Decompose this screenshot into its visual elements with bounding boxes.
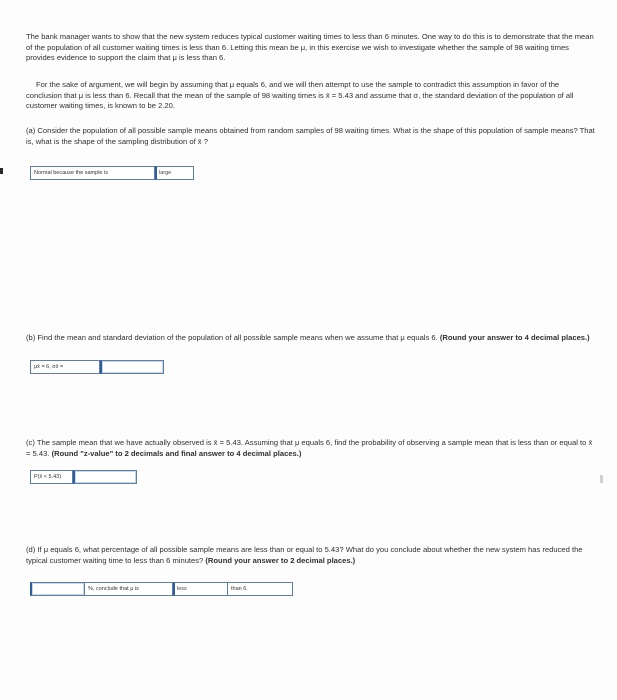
intro-paragraph: The bank manager wants to show that the new system reduces typical customer waiting times to less than 6 minutes. One way to do this is to demonstrate that the mean of the population of all customer waiting times is less than 6. Letting this mean be μ, in this exercise we wish to investigate whether the sample of 98 waiting times provides evidence to support the claim that μ is less than 6. [26, 32, 594, 62]
part-a-sample-size-select[interactable]: large [155, 166, 194, 180]
part-b-instruction: (Round your answer to 4 decimal places.) [439, 333, 590, 342]
part-d-percentage-input[interactable] [30, 582, 85, 596]
part-a-question: (a) Consider the population of all possible sample means obtained from random samples of 98 waiting times. What is the shape of this population of sample means? That is, what is the shape of the sampling distribution of x̄ ? [26, 126, 595, 146]
part-d-question-text: (d) If μ equals 6, what percentage of all possible sample means are less than or equal to 5.43? What do you conclude about whether the new system has reduced the typical customer waiting time to less than 6 minutes? [26, 545, 583, 565]
part-c-question [26, 438, 596, 459]
part-d-answer-row [30, 582, 293, 596]
part-d-instruction: (Round your answer to 2 decimal places.) [205, 555, 356, 565]
part-b-sigma-input[interactable] [100, 360, 164, 374]
margin-marker [0, 168, 3, 174]
part-c-answer-row [30, 470, 137, 484]
part-a-answer-row [30, 166, 194, 180]
part-d-middle-label: %, conclude that μ is [85, 582, 173, 596]
part-c-probability-input[interactable] [73, 470, 137, 484]
part-b-question-text: (b) Find the mean and standard deviation of the population of all possible sample means when we assume that μ equals 6. [26, 333, 438, 342]
part-d-conclusion-select[interactable]: less [173, 582, 228, 596]
part-b-answer-row [30, 360, 164, 374]
part-c-instruction: (Round "z-value" to 2 decimals and final answer to 4 decimal places.) [51, 448, 302, 458]
part-d-question [26, 545, 596, 566]
part-c-question-text: (c) The sample mean that we have actually observed is x̄ = 5.43. Assuming that μ equals 6, find the probability of observing a sample mean that is less than or equal to x̄ = 5.43. [26, 438, 593, 458]
part-a-answer-label: Normal because the sample is [30, 166, 155, 180]
part-b-question [26, 333, 596, 344]
part-b-answer-label: μx̄ = 6, σx̄ = [30, 360, 100, 374]
scroll-marker [600, 475, 603, 483]
part-d-end-label: than 6. [228, 582, 293, 596]
part-c-answer-label: P(x̄ < 5.43) [30, 470, 73, 484]
argument-paragraph: For the sake of argument, we will begin by assuming that μ equals 6, and we will then attempt to use the sample to contradict this assumption in favor of the conclusion that μ is less than 6. Recall that the mean of the sample of 98 waiting times is x̄ = 5.43 and assume that σ, the standard deviation of the population of all customer waiting times, is known to be 2.20. [26, 80, 574, 110]
